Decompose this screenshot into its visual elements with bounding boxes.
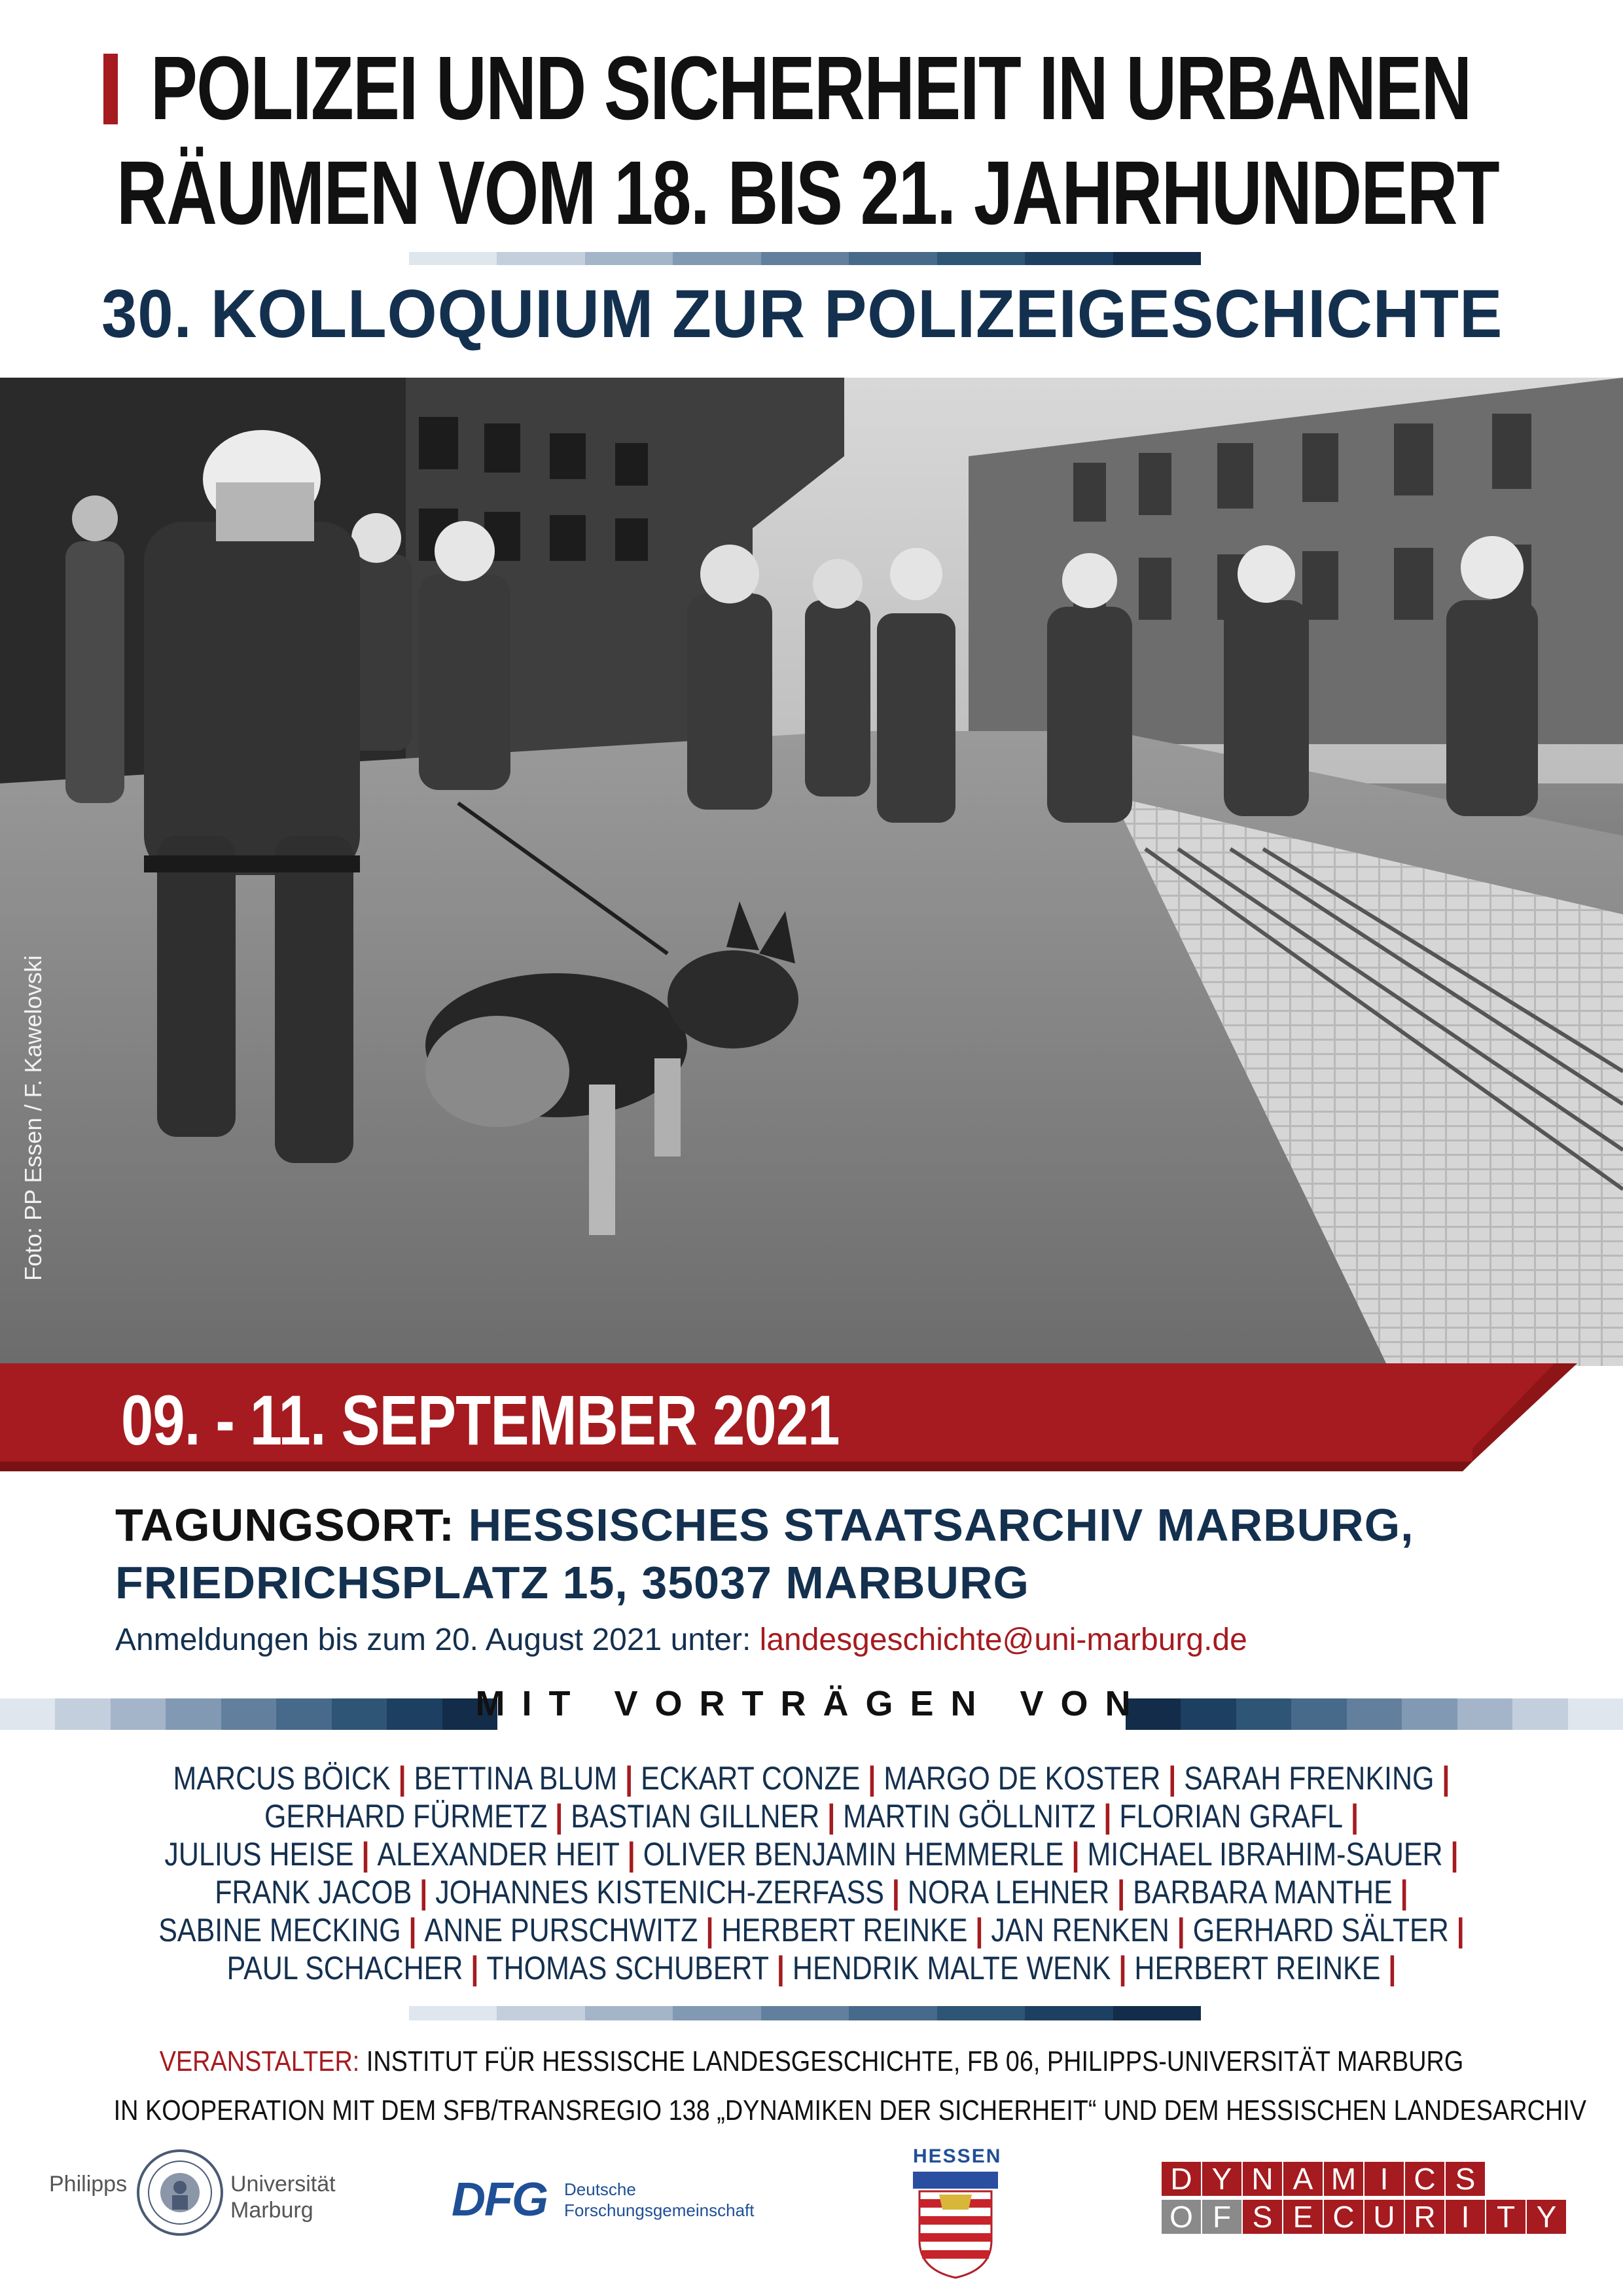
speaker-name: HENDRIK MALTE WENK: [792, 1950, 1111, 1986]
speaker-separator: |: [619, 1836, 643, 1873]
logo-letter: O: [1162, 2200, 1201, 2234]
logo-letter: C: [1324, 2200, 1363, 2234]
speaker-name: GERHARD FÜRMETZ: [264, 1798, 548, 1835]
gradient-segment: [937, 252, 1025, 265]
hessen-coat-of-arms-icon: [913, 2172, 998, 2280]
gradient-divider-top: [409, 252, 1201, 265]
speaker-name: HERBERT REINKE: [1134, 1950, 1381, 1986]
speaker-name: BETTINA BLUM: [414, 1760, 618, 1797]
gradient-segment: [585, 2006, 673, 2020]
speaker-separator: |: [1111, 1950, 1135, 1986]
gradient-segment: [497, 252, 584, 265]
speaker-separator: |: [1434, 1760, 1450, 1797]
venue-name: HESSISCHES STAATSARCHIV MARBURG,: [468, 1499, 1414, 1551]
dfg-logo-line-1: Deutsche: [564, 2179, 636, 2199]
speaker-separator: |: [883, 1874, 908, 1910]
speaker-name: JULIUS HEISE: [164, 1836, 354, 1873]
speaker-name: PAUL SCHACHER: [226, 1950, 463, 1986]
logo-letter: T: [1486, 2200, 1525, 2234]
registration-text: Anmeldungen bis zum 20. August 2021 unter:: [115, 1623, 751, 1657]
philipps-logo-right-text-2: Marburg: [230, 2198, 313, 2223]
speaker-separator: |: [412, 1874, 436, 1910]
logo-letter: S: [1446, 2162, 1485, 2196]
title-line-2: RÄUMEN VOM 18. BIS 21. JAHRHUNDERT: [116, 143, 1499, 243]
speaker-name: GERHARD SÄLTER: [1192, 1912, 1449, 1948]
speaker-name: BARBARA MANTHE: [1133, 1874, 1393, 1910]
speaker-separator: |: [547, 1798, 571, 1835]
hessen-logo-text: HESSEN: [913, 2145, 1002, 2167]
speaker-name: JAN RENKEN: [991, 1912, 1169, 1948]
speaker-row: [114, 1835, 1510, 1873]
speaker-name: SABINE MECKING: [158, 1912, 401, 1948]
speaker-separator: |: [390, 1760, 414, 1797]
cooperation-line: IN KOOPERATION MIT DEM SFB/TRANSREGIO 138 „DYNAMIKEN DER SICHERHEIT“ UND DEM HESSISCHEN LANDESARCHIV: [113, 2094, 1587, 2126]
speaker-name: OLIVER BENJAMIN HEMMERLE: [643, 1836, 1064, 1873]
logo-letter: C: [1405, 2162, 1444, 2196]
speaker-name: JOHANNES KISTENICH-ZERFASS: [435, 1874, 884, 1910]
photo-illustration: [0, 378, 1623, 1366]
dfg-logo-line-2: Forschungsgemeinschaft: [564, 2200, 755, 2220]
gradient-segment: [1113, 2006, 1201, 2020]
speakers-heading: MIT VORTRÄGEN VON: [475, 1684, 1148, 1723]
speaker-name: MARGO DE KOSTER: [883, 1760, 1161, 1797]
gradient-segment: [849, 2006, 936, 2020]
philipps-logo-right-text-1: Universität: [230, 2172, 336, 2197]
speaker-separator: |: [353, 1836, 378, 1873]
gradient-segment: [585, 252, 673, 265]
speaker-name: ANNE PURSCHWITZ: [424, 1912, 698, 1948]
logo-letter: S: [1243, 2200, 1282, 2234]
speaker-separator: |: [617, 1760, 641, 1797]
speaker-name: FLORIAN GRAFL: [1119, 1798, 1344, 1835]
speaker-separator: |: [1392, 1874, 1408, 1910]
speaker-separator: |: [698, 1912, 722, 1948]
speaker-row: [114, 1949, 1510, 1987]
logo-letter: Y: [1527, 2200, 1566, 2234]
speaker-name: MARTIN GÖLLNITZ: [843, 1798, 1096, 1835]
speaker-name: BASTIAN GILLNER: [571, 1798, 820, 1835]
speaker-separator: |: [1380, 1950, 1397, 1986]
speaker-separator: |: [967, 1912, 991, 1948]
speaker-separator: |: [768, 1950, 793, 1986]
venue-line-2: FRIEDRICHSPLATZ 15, 35037 MARBURG: [115, 1557, 1029, 1608]
gradient-segment: [1025, 252, 1113, 265]
gradient-segment: [1113, 252, 1201, 265]
gradient-segment: [761, 2006, 849, 2020]
logo-letter: R: [1405, 2200, 1444, 2234]
speaker-name: NORA LEHNER: [907, 1874, 1110, 1910]
registration-line: [115, 1622, 1247, 1658]
photo-credit: Foto: PP Essen / F. Kawelovski: [20, 955, 46, 1281]
speaker-name: ALEXANDER HEIT: [377, 1836, 620, 1873]
logo-letter: I: [1446, 2200, 1485, 2234]
logo-letter: D: [1162, 2162, 1201, 2196]
logo-letter: I: [1364, 2162, 1404, 2196]
speaker-separator: |: [819, 1798, 844, 1835]
subtitle: 30. KOLLOQUIUM ZUR POLIZEIGESCHICHTE: [101, 276, 1503, 352]
gradient-segment: [937, 2006, 1025, 2020]
speaker-name: FRANK JACOB: [215, 1874, 412, 1910]
registration-email-link[interactable]: landesgeschichte@uni-marburg.de: [759, 1623, 1247, 1657]
speaker-separator: |: [1448, 1912, 1465, 1948]
gradient-segment: [409, 252, 497, 265]
gradient-segment: [849, 252, 936, 265]
title-line-1: POLIZEI UND SICHERHEIT IN URBANEN: [151, 38, 1471, 139]
speaker-separator: |: [1109, 1874, 1133, 1910]
event-date: 09. - 11. SEPTEMBER 2021: [121, 1380, 840, 1460]
street-police-photo: [0, 378, 1623, 1366]
gradient-segment: [761, 252, 849, 265]
organiser-label: VERANSTALTER:: [159, 2045, 360, 2077]
gradient-segment: [1025, 2006, 1113, 2020]
gradient-divider-bottom: [409, 2006, 1201, 2020]
gradient-segment: [497, 2006, 584, 2020]
venue-line-1: [115, 1499, 1414, 1551]
speaker-separator: |: [1160, 1760, 1185, 1797]
speaker-name: MARCUS BÖICK: [173, 1760, 391, 1797]
logo-letter: E: [1283, 2200, 1323, 2234]
logo-letter: A: [1283, 2162, 1323, 2196]
speaker-separator: |: [1343, 1798, 1359, 1835]
title-accent-bar: [103, 54, 118, 124]
logo-letter-row: [1162, 2162, 1486, 2196]
speaker-row: [114, 1873, 1510, 1911]
speaker-separator: |: [401, 1912, 425, 1948]
speaker-separator: |: [1169, 1912, 1193, 1948]
philipps-logo-left-text: Philipps: [49, 2172, 128, 2197]
logo-letter-row: [1162, 2200, 1567, 2234]
university-seal-icon: [134, 2147, 226, 2238]
speaker-list: [0, 1759, 1623, 1987]
speaker-name: SARAH FRENKING: [1184, 1760, 1435, 1797]
gradient-segment: [409, 2006, 497, 2020]
venue-label: TAGUNGSORT:: [115, 1499, 455, 1551]
speaker-separator: |: [1096, 1798, 1120, 1835]
gradient-segment: [673, 252, 760, 265]
speaker-separator: |: [860, 1760, 884, 1797]
speaker-name: ECKART CONZE: [641, 1760, 861, 1797]
logo-letter: F: [1202, 2200, 1241, 2234]
speaker-name: THOMAS SCHUBERT: [486, 1950, 769, 1986]
speaker-separator: |: [1442, 1836, 1459, 1873]
speaker-name: HERBERT REINKE: [721, 1912, 968, 1948]
gradient-segment: [673, 2006, 760, 2020]
speaker-row: [114, 1759, 1510, 1797]
organiser-text: INSTITUT FÜR HESSISCHE LANDESGESCHICHTE, FB 06, PHILIPPS-UNIVERSITÄT MARBURG: [366, 2045, 1464, 2077]
speaker-separator: |: [1063, 1836, 1088, 1873]
speaker-row: [114, 1911, 1510, 1949]
logo-letter: M: [1324, 2162, 1363, 2196]
logo-letter: N: [1243, 2162, 1282, 2196]
dfg-logo-mark: DFG: [452, 2174, 547, 2226]
speaker-name: MICHAEL IBRAHIM-SAUER: [1087, 1836, 1443, 1873]
speaker-separator: |: [463, 1950, 487, 1986]
speaker-row: [114, 1797, 1510, 1835]
organiser-line: [114, 2045, 1510, 2078]
logo-letter: Y: [1202, 2162, 1241, 2196]
logo-letter: U: [1364, 2200, 1404, 2234]
